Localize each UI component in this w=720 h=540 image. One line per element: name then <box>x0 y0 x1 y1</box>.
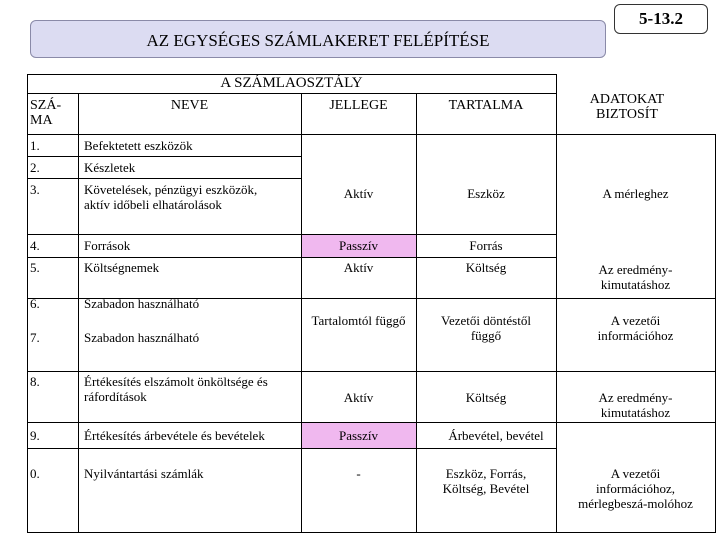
row-2-num: 2. <box>30 160 40 175</box>
row-7-name: Szabadon használható <box>84 330 200 345</box>
jellege-aktiv-8: Aktív <box>343 390 374 405</box>
row-6-name: Szabadon használható <box>84 296 200 311</box>
adatokat-merleghez: A mérleghez <box>602 186 669 201</box>
header-szamlaosztaly: A SZÁMLAOSZTÁLY <box>220 75 363 91</box>
header-jellege: JELLEGE <box>329 98 388 113</box>
chart-of-accounts-table <box>27 74 716 532</box>
row-6-num: 6. <box>30 296 40 311</box>
row-4-num: 4. <box>30 238 40 253</box>
tartalma-koltseg-8: Költség <box>465 390 507 405</box>
slide-number: 5-13.2 <box>614 4 708 34</box>
row-4-name: Források <box>84 238 131 253</box>
row-9-num: 9. <box>30 428 40 443</box>
row-7-num: 7. <box>30 330 40 345</box>
header-tartalma: TARTALMA <box>448 98 524 113</box>
row-8-name: Értékesítés elszámolt önköltsége és ráfordítások <box>84 374 268 404</box>
row-0-name: Nyilvántartási számlák <box>84 466 204 481</box>
jellege-aktiv-123: Aktív <box>343 186 374 201</box>
row-9-name: Értékesítés árbevétele és bevételek <box>84 428 265 443</box>
tartalma-eszkoz-forras: Eszköz, Forrás, Költség, Bevétel <box>442 466 530 496</box>
header-neve: NEVE <box>170 98 209 113</box>
tartalma-eszkoz: Eszköz <box>467 186 505 201</box>
jellege-passziv-9: Passzív <box>339 428 378 443</box>
row-1-name: Befektetett eszközök <box>84 138 193 153</box>
row-2-name: Készletek <box>84 160 136 175</box>
tartalma-koltseg-5: Költség <box>465 260 507 275</box>
tartalma-vezetoi-donteset: Vezetői döntéstől függő <box>441 313 531 343</box>
row-3-num: 3. <box>30 182 40 197</box>
jellege-tartalomtol-fuggo: Tartalomtól függő <box>311 313 406 328</box>
row-3-name: Követelések, pénzügyi eszközök, aktív időbeli elhatárolások <box>84 182 258 212</box>
header-adatokat: ADATOKAT BIZTOSÍT <box>589 92 665 122</box>
adatokat-vezetoi-0: A vezetői információhoz, mérlegbeszá-molóhoz <box>578 466 693 511</box>
jellege-dash-0: - <box>356 466 361 481</box>
row-5-name: Költségnemek <box>84 260 160 275</box>
title-text: AZ EGYSÉGES SZÁMLAKERET FELÉPÍTÉSE <box>146 31 490 50</box>
adatokat-eredmeny-89: Az eredmény-kimutatáshoz <box>598 390 673 420</box>
row-0-num: 0. <box>30 466 40 481</box>
tartalma-forras: Forrás <box>469 238 503 253</box>
jellege-passziv-4: Passzív <box>339 238 378 253</box>
tartalma-arbevetel: Árbevétel, bevétel <box>448 428 544 443</box>
row-5-num: 5. <box>30 260 40 275</box>
header-szama: SZÁ-MA <box>30 98 62 128</box>
jellege-aktiv-5: Aktív <box>343 260 374 275</box>
row-8-num: 8. <box>30 374 40 389</box>
row-1-num: 1. <box>30 138 40 153</box>
page-title <box>30 20 606 58</box>
adatokat-vezetoi-67: A vezetői információhoz <box>597 313 674 343</box>
adatokat-eredmeny-5: Az eredmény-kimutatáshoz <box>598 262 673 292</box>
